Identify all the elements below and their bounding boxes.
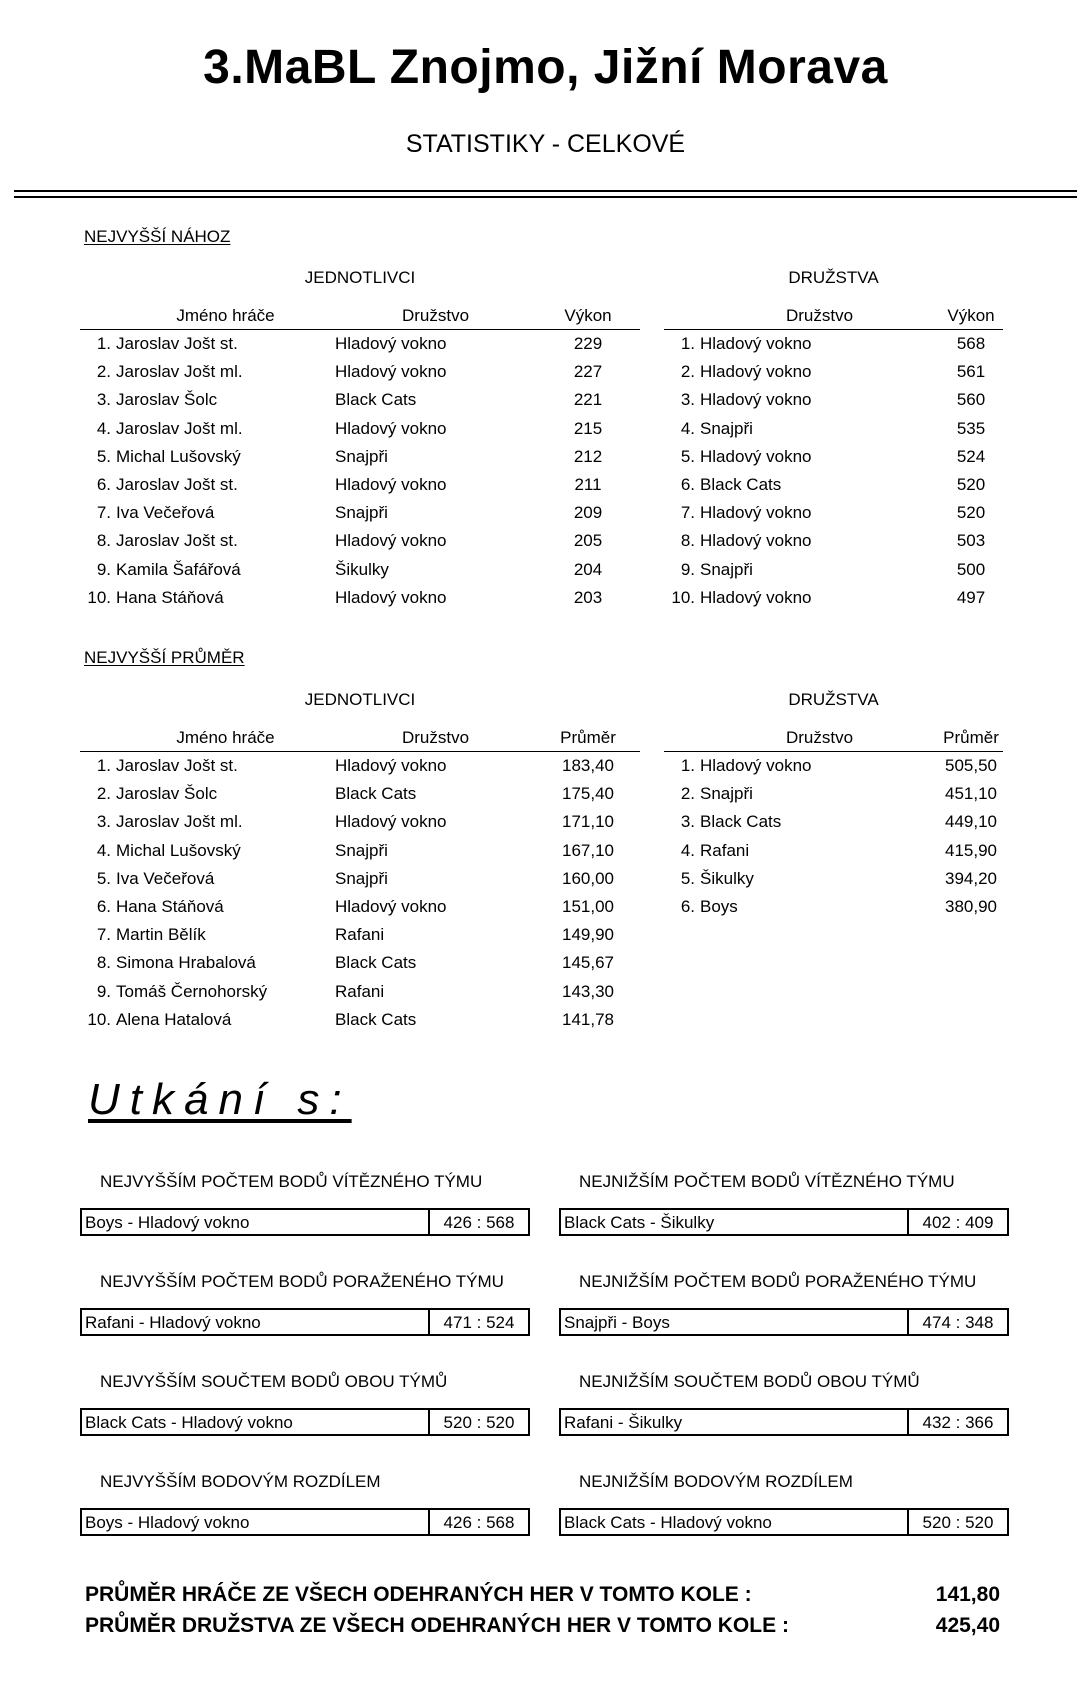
cell-value: 183,40 [562, 756, 614, 776]
cell-value: 415,90 [945, 840, 997, 860]
table-row [664, 556, 1003, 584]
table-row [80, 921, 640, 949]
match-category-label: NEJVYŠŠÍM POČTEM BODŮ VÍTĚZNÉHO TÝMU [100, 1172, 483, 1191]
cell-rank: 2. [96, 784, 111, 804]
match-score: 520 : 520 [428, 1410, 528, 1434]
cell-name: Iva Večeřová [116, 868, 215, 888]
table-row [80, 1006, 640, 1034]
cell-team: Hladový vokno [335, 418, 447, 438]
table-row [80, 556, 640, 584]
cell-value: 167,10 [562, 840, 614, 860]
table-header-row [80, 302, 640, 330]
cell-team: Boys [700, 897, 738, 917]
cell-name: Iva Večeřová [116, 503, 215, 523]
cell-value: 149,90 [562, 925, 614, 945]
cell-value: 505,50 [945, 756, 997, 776]
cell-rank: 7. [96, 925, 111, 945]
cell-team: Snajpři [700, 784, 753, 804]
match-teams: Black Cats - Hladový vokno [564, 1513, 772, 1532]
cell-team: Hladový vokno [700, 756, 812, 776]
individuals-throw-table [80, 302, 640, 612]
individuals-heading: JEDNOTLIVCI [304, 268, 416, 287]
cell-team: Hladový vokno [700, 587, 812, 607]
match-category-label: NEJNIŽŠÍM SOUČTEM BODŮ OBOU TÝMŮ [579, 1372, 920, 1391]
cell-team: Snajpři [700, 559, 753, 579]
cell-name: Jaroslav Jošt ml. [116, 812, 243, 832]
table-row [80, 584, 640, 612]
cell-value: 535 [956, 418, 986, 438]
match-result-box [80, 1408, 530, 1436]
cell-team: Hladový vokno [700, 446, 812, 466]
cell-value: 560 [956, 390, 986, 410]
table-row [80, 808, 640, 836]
match-teams: Snajpři - Boys [564, 1313, 670, 1332]
match-result-box [559, 1408, 1009, 1436]
cell-value: 524 [956, 446, 986, 466]
individuals-heading: JEDNOTLIVCI [304, 690, 416, 709]
cell-team: Hladový vokno [335, 587, 447, 607]
match-result-box [559, 1208, 1009, 1236]
cell-value: 143,30 [562, 981, 614, 1001]
cell-value: 203 [573, 587, 603, 607]
cell-value: 151,00 [562, 897, 614, 917]
cell-team: Black Cats [700, 812, 782, 832]
cell-team: Hladový vokno [335, 531, 447, 551]
cell-name: Jaroslav Šolc [116, 784, 218, 804]
cell-rank: 10. [87, 1009, 111, 1029]
cell-rank: 7. [680, 503, 695, 523]
cell-team: Šikulky [335, 559, 389, 579]
cell-rank: 1. [96, 756, 111, 776]
matches-heading: Utkání s: [88, 1075, 352, 1124]
team-average-label: PRŮMĚR DRUŽSTVA ZE VŠECH ODEHRANÝCH HER V TOMTO KOLE : [85, 1614, 789, 1637]
table-row [80, 978, 640, 1006]
cell-value: 175,40 [562, 784, 614, 804]
match-result-box [80, 1508, 530, 1536]
column-header-value: Průměr [560, 728, 616, 747]
cell-value: 503 [956, 531, 986, 551]
table-row [664, 386, 1003, 414]
match-result-box [80, 1208, 530, 1236]
section-heading-highest-average: NEJVYŠŠÍ PRŮMĚR [84, 648, 245, 667]
table-row [664, 752, 1003, 781]
table-row [80, 415, 640, 443]
cell-team: Hladový vokno [335, 897, 447, 917]
match-score: 474 : 348 [907, 1310, 1007, 1334]
match-score: 471 : 524 [428, 1310, 528, 1334]
cell-rank: 5. [96, 868, 111, 888]
table-row [664, 527, 1003, 555]
match-category-label: NEJNIŽŠÍM BODOVÝM ROZDÍLEM [579, 1472, 853, 1491]
cell-rank: 4. [96, 840, 111, 860]
header-divider-top [14, 190, 1077, 192]
cell-team: Black Cats [700, 475, 782, 495]
cell-rank: 3. [680, 390, 695, 410]
cell-team: Hladový vokno [335, 475, 447, 495]
table-header-row [664, 724, 1003, 752]
column-header-team: Družstvo [785, 306, 854, 325]
header-divider-bottom [14, 196, 1077, 198]
table-row [80, 949, 640, 977]
cell-value: 212 [573, 446, 603, 466]
table-row [80, 471, 640, 499]
cell-team: Snajpři [335, 446, 388, 466]
cell-team: Black Cats [335, 1009, 417, 1029]
cell-rank: 2. [680, 362, 695, 382]
table-row [664, 443, 1003, 471]
match-score: 426 : 568 [428, 1510, 528, 1534]
cell-name: Michal Lušovský [116, 446, 241, 466]
cell-value: 394,20 [945, 868, 997, 888]
match-category-label: NEJVYŠŠÍM SOUČTEM BODŮ OBOU TÝMŮ [100, 1372, 448, 1391]
cell-value: 141,78 [562, 1009, 614, 1029]
cell-value: 204 [573, 559, 603, 579]
table-header-row [80, 724, 640, 752]
table-row [80, 443, 640, 471]
match-teams: Rafani - Šikulky [564, 1413, 683, 1432]
table-row [664, 358, 1003, 386]
table-row [664, 808, 1003, 836]
table-row [664, 780, 1003, 808]
table-row [80, 527, 640, 555]
match-teams: Boys - Hladový vokno [85, 1513, 250, 1532]
cell-team: Snajpři [335, 840, 388, 860]
cell-rank: 6. [96, 897, 111, 917]
cell-value: 500 [956, 559, 986, 579]
cell-value: 160,00 [562, 868, 614, 888]
player-average-value: 141,80 [935, 1583, 1000, 1606]
cell-name: Jaroslav Jošt st. [116, 531, 238, 551]
individuals-average-table [80, 724, 640, 1034]
cell-team: Black Cats [335, 784, 417, 804]
match-score: 402 : 409 [907, 1210, 1007, 1234]
table-row [664, 330, 1003, 359]
cell-rank: 1. [680, 334, 695, 354]
cell-team: Snajpři [700, 418, 753, 438]
cell-rank: 9. [96, 981, 111, 1001]
column-header-value: Průměr [943, 728, 999, 747]
cell-rank: 9. [680, 559, 695, 579]
section-heading-highest-throw: NEJVYŠŠÍ NÁHOZ [84, 227, 231, 246]
table-row [80, 893, 640, 921]
match-score: 432 : 366 [907, 1410, 1007, 1434]
cell-name: Hana Stáňová [116, 897, 224, 917]
cell-rank: 3. [96, 390, 111, 410]
column-header-value: Výkon [564, 306, 612, 325]
teams-heading: DRUŽSTVA [788, 268, 879, 287]
match-category-label: NEJVYŠŠÍM POČTEM BODŮ PORAŽENÉHO TÝMU [100, 1272, 504, 1291]
table-row [664, 893, 1003, 921]
cell-team: Rafani [335, 981, 385, 1001]
cell-rank: 5. [680, 446, 695, 466]
cell-rank: 8. [96, 953, 111, 973]
cell-value: 451,10 [945, 784, 997, 804]
match-teams: Rafani - Hladový vokno [85, 1313, 261, 1332]
table-row [80, 865, 640, 893]
cell-team: Hladový vokno [700, 531, 812, 551]
match-category-label: NEJVYŠŠÍM BODOVÝM ROZDÍLEM [100, 1472, 381, 1491]
cell-value: 227 [573, 362, 603, 382]
table-row [664, 584, 1003, 612]
player-average-label: PRŮMĚR HRÁČE ZE VŠECH ODEHRANÝCH HER V TOMTO KOLE : [85, 1583, 752, 1606]
cell-rank: 4. [680, 840, 695, 860]
cell-team: Hladový vokno [700, 334, 812, 354]
match-teams: Black Cats - Hladový vokno [85, 1413, 293, 1432]
match-teams: Boys - Hladový vokno [85, 1213, 250, 1232]
cell-team: Hladový vokno [700, 362, 812, 382]
column-header-rank [664, 302, 700, 330]
cell-rank: 10. [87, 587, 111, 607]
cell-name: Jaroslav Jošt st. [116, 756, 238, 776]
column-header-player: Jméno hráče [176, 306, 275, 325]
table-row [664, 865, 1003, 893]
cell-name: Tomáš Černohorský [116, 981, 268, 1001]
cell-name: Hana Stáňová [116, 587, 224, 607]
cell-name: Jaroslav Šolc [116, 390, 218, 410]
column-header-rank [80, 724, 116, 752]
cell-rank: 3. [680, 812, 695, 832]
cell-rank: 9. [96, 559, 111, 579]
cell-team: Hladový vokno [335, 756, 447, 776]
cell-team: Hladový vokno [335, 362, 447, 382]
teams-average-table [664, 724, 1003, 921]
column-header-team: Družstvo [401, 306, 470, 325]
cell-name: Michal Lušovský [116, 840, 241, 860]
cell-team: Hladový vokno [700, 390, 812, 410]
cell-team: Rafani [700, 840, 750, 860]
cell-rank: 5. [96, 446, 111, 466]
cell-name: Jaroslav Jošt ml. [116, 362, 243, 382]
cell-rank: 2. [96, 362, 111, 382]
match-score: 426 : 568 [428, 1210, 528, 1234]
cell-rank: 3. [96, 812, 111, 832]
cell-value: 215 [573, 418, 603, 438]
cell-name: Simona Hrabalová [116, 953, 256, 973]
column-header-player: Jméno hráče [176, 728, 275, 747]
table-row [80, 837, 640, 865]
match-score: 520 : 520 [907, 1510, 1007, 1534]
column-header-value: Výkon [947, 306, 995, 325]
cell-rank: 4. [680, 418, 695, 438]
match-result-box [559, 1508, 1009, 1536]
cell-name: Kamila Šafářová [116, 559, 241, 579]
table-row [80, 499, 640, 527]
cell-rank: 8. [96, 531, 111, 551]
match-category-label: NEJNIŽŠÍM POČTEM BODŮ VÍTĚZNÉHO TÝMU [579, 1172, 955, 1191]
page-title: 3.MaBL Znojmo, Jižní Morava [203, 41, 888, 94]
cell-rank: 6. [96, 475, 111, 495]
cell-value: 380,90 [945, 897, 997, 917]
column-header-team: Družstvo [401, 728, 470, 747]
cell-rank: 4. [96, 418, 111, 438]
table-row [664, 471, 1003, 499]
cell-team: Rafani [335, 925, 385, 945]
cell-rank: 1. [680, 756, 695, 776]
cell-team: Snajpři [335, 868, 388, 888]
cell-team: Black Cats [335, 953, 417, 973]
cell-rank: 1. [96, 334, 111, 354]
column-header-rank [80, 302, 116, 330]
cell-value: 209 [573, 503, 603, 523]
cell-name: Jaroslav Jošt st. [116, 475, 238, 495]
cell-name: Alena Hatalová [116, 1009, 232, 1029]
cell-name: Martin Bělík [116, 925, 206, 945]
cell-team: Hladový vokno [335, 334, 447, 354]
cell-value: 497 [956, 587, 986, 607]
cell-rank: 5. [680, 868, 695, 888]
cell-rank: 8. [680, 531, 695, 551]
cell-rank: 10. [671, 587, 695, 607]
page-subtitle: STATISTIKY - CELKOVÉ [405, 130, 686, 158]
cell-value: 520 [956, 475, 986, 495]
cell-value: 561 [956, 362, 986, 382]
cell-rank: 6. [680, 475, 695, 495]
cell-team: Šikulky [700, 868, 754, 888]
match-category-label: NEJNIŽŠÍM POČTEM BODŮ PORAŽENÉHO TÝMU [579, 1272, 977, 1291]
match-result-box [80, 1308, 530, 1336]
cell-value: 221 [573, 390, 603, 410]
table-row [664, 837, 1003, 865]
table-row [80, 386, 640, 414]
cell-team: Hladový vokno [700, 503, 812, 523]
table-row [80, 752, 640, 781]
cell-team: Hladový vokno [335, 812, 447, 832]
cell-rank: 6. [680, 897, 695, 917]
cell-name: Jaroslav Jošt ml. [116, 418, 243, 438]
table-header-row [664, 302, 1003, 330]
match-result-box [559, 1308, 1009, 1336]
column-header-team: Družstvo [785, 728, 854, 747]
cell-rank: 7. [96, 503, 111, 523]
team-average-value: 425,40 [935, 1614, 1000, 1637]
cell-value: 145,67 [562, 953, 614, 973]
cell-team: Snajpři [335, 503, 388, 523]
cell-value: 171,10 [562, 812, 614, 832]
teams-throw-table [664, 302, 1003, 612]
teams-heading: DRUŽSTVA [788, 690, 879, 709]
table-row [80, 358, 640, 386]
match-teams: Black Cats - Šikulky [564, 1213, 715, 1232]
cell-value: 449,10 [945, 812, 997, 832]
cell-rank: 2. [680, 784, 695, 804]
cell-value: 229 [573, 334, 603, 354]
cell-value: 205 [573, 531, 603, 551]
table-row [664, 415, 1003, 443]
table-row [80, 330, 640, 359]
table-row [664, 499, 1003, 527]
column-header-rank [664, 724, 700, 752]
cell-value: 520 [956, 503, 986, 523]
cell-team: Black Cats [335, 390, 417, 410]
cell-name: Jaroslav Jošt st. [116, 334, 238, 354]
cell-value: 211 [574, 475, 602, 495]
cell-value: 568 [956, 334, 986, 354]
table-row [80, 780, 640, 808]
